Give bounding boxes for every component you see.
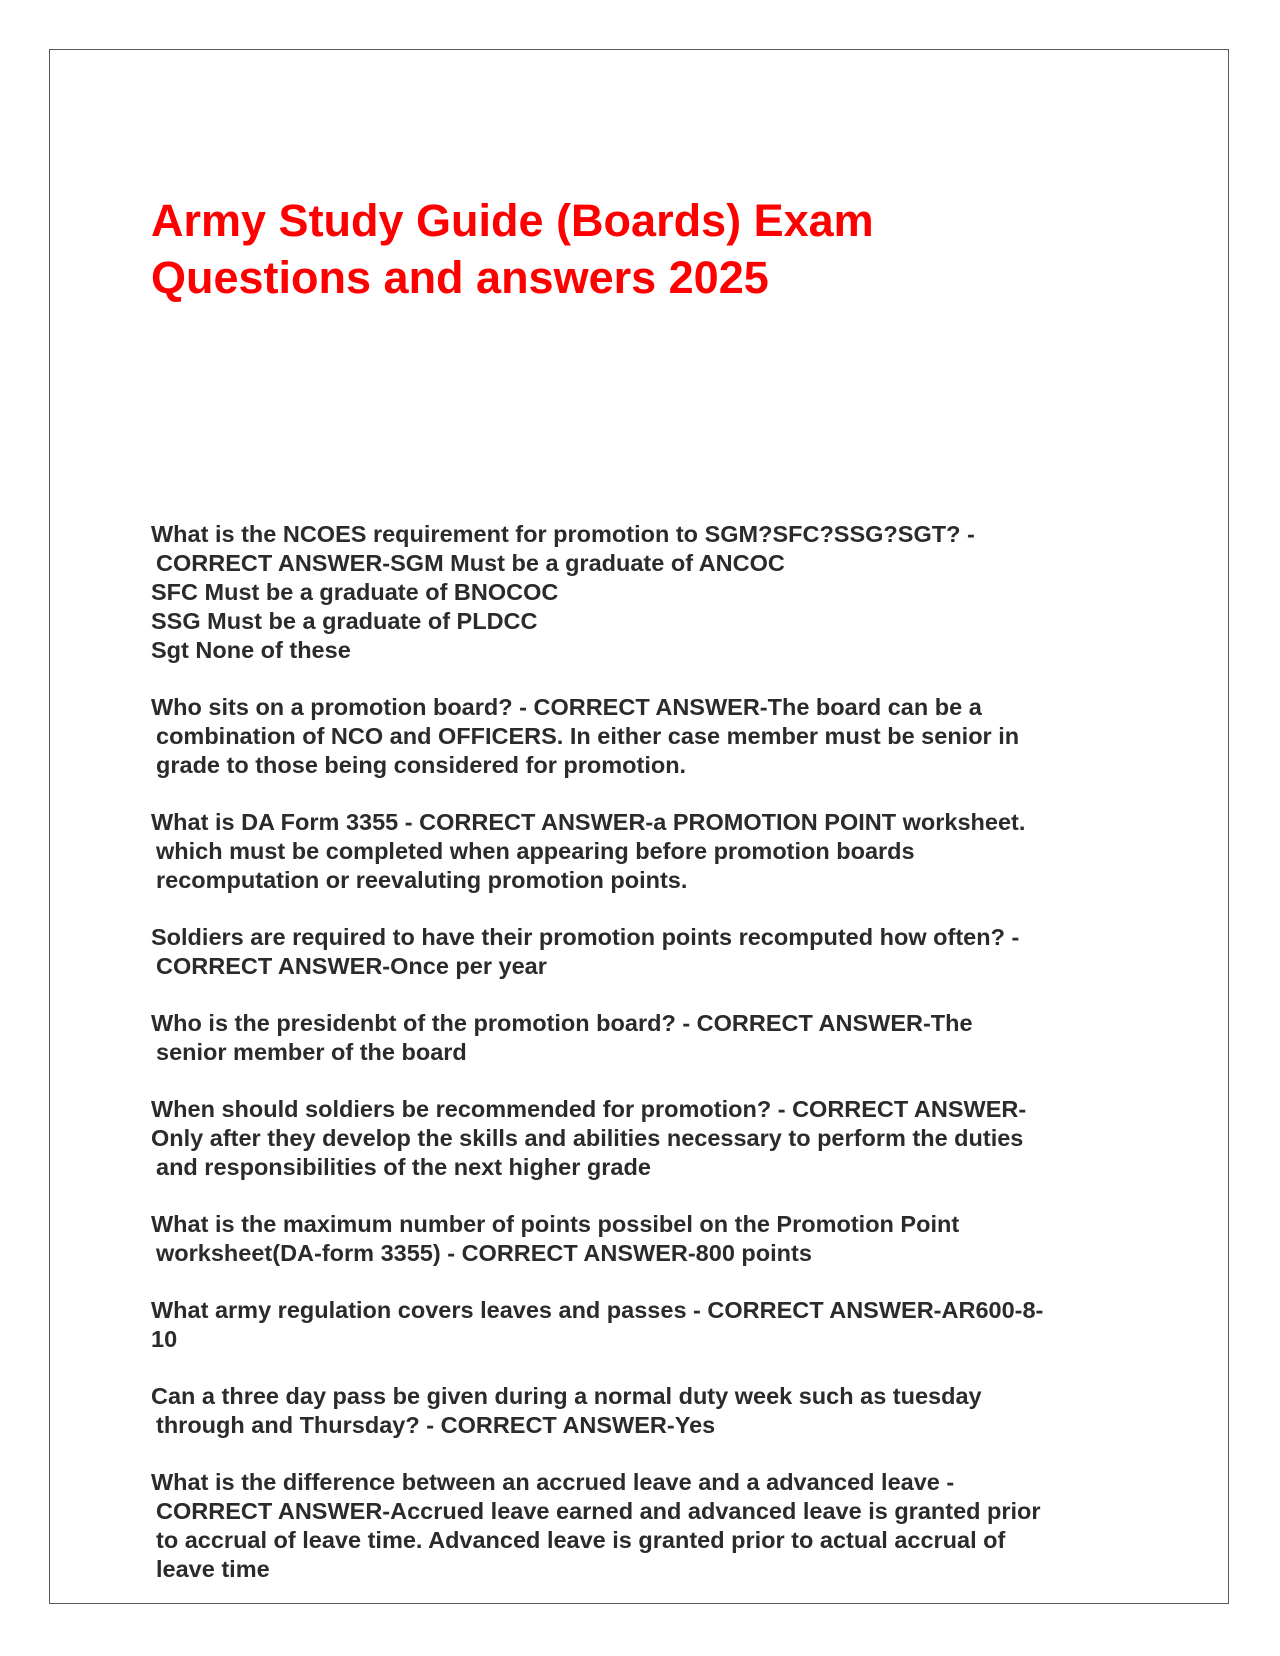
qa-line: 10 (151, 1326, 178, 1352)
qa-line: Can a three day pass be given during a normal duty week such as tuesday (151, 1383, 982, 1409)
qa-line: When should soldiers be recommended for promotion? - CORRECT ANSWER- (151, 1096, 1027, 1122)
qa-item (151, 520, 1131, 665)
qa-line: What is the difference between an accrued leave and a advanced leave - (151, 1469, 955, 1495)
qa-item (151, 923, 1131, 981)
qa-line: grade to those being considered for promotion. (156, 752, 687, 778)
qa-line: What army regulation covers leaves and passes - CORRECT ANSWER-AR600-8- (151, 1297, 1044, 1323)
qa-line: SSG Must be a graduate of PLDCC (151, 608, 538, 634)
qa-line: CORRECT ANSWER-Once per year (156, 953, 547, 979)
qa-item (151, 1468, 1131, 1584)
qa-line: which must be completed when appearing before promotion boards (156, 838, 915, 864)
qa-line: What is DA Form 3355 - CORRECT ANSWER-a PROMOTION POINT worksheet. (151, 809, 1026, 835)
qa-line: senior member of the board (156, 1039, 467, 1065)
qa-line: Sgt None of these (151, 637, 351, 663)
qa-line: What is the maximum number of points possibel on the Promotion Point (151, 1211, 960, 1237)
qa-line: through and Thursday? - CORRECT ANSWER-Yes (156, 1412, 716, 1438)
qa-line: leave time (156, 1556, 270, 1582)
document-title-line: Questions and answers 2025 (151, 252, 769, 303)
qa-line: to accrual of leave time. Advanced leave is granted prior to actual accrual of (156, 1527, 1006, 1553)
qa-line: combination of NCO and OFFICERS. In either case member must be senior in (156, 723, 1020, 749)
qa-item (151, 1296, 1131, 1354)
qa-line: CORRECT ANSWER-Accrued leave earned and advanced leave is granted prior (156, 1498, 1041, 1524)
qa-line: Only after they develop the skills and abilities necessary to perform the duties (151, 1125, 1024, 1151)
qa-item (151, 808, 1131, 895)
qa-line: What is the NCOES requirement for promotion to SGM?SFC?SSG?SGT? - (151, 521, 975, 547)
qa-line: Who is the presidenbt of the promotion board? - CORRECT ANSWER-The (151, 1010, 973, 1036)
qa-list (151, 520, 1131, 1612)
qa-item (151, 1009, 1131, 1067)
qa-line: Soldiers are required to have their promotion points recomputed how often? - (151, 924, 1020, 950)
qa-item (151, 693, 1131, 780)
qa-item (151, 1210, 1131, 1268)
qa-line: SFC Must be a graduate of BNOCOC (151, 579, 559, 605)
document-title-line: Army Study Guide (Boards) Exam (151, 195, 874, 246)
document-title (151, 192, 1151, 306)
qa-line: and responsibilities of the next higher grade (156, 1154, 651, 1180)
qa-item (151, 1382, 1131, 1440)
qa-item (151, 1095, 1131, 1182)
qa-line: worksheet(DA-form 3355) - CORRECT ANSWER-800 points (156, 1240, 812, 1266)
qa-line: Who sits on a promotion board? - CORRECT ANSWER-The board can be a (151, 694, 982, 720)
qa-line: recomputation or reevaluting promotion points. (156, 867, 688, 893)
qa-line: CORRECT ANSWER-SGM Must be a graduate of ANCOC (156, 550, 785, 576)
